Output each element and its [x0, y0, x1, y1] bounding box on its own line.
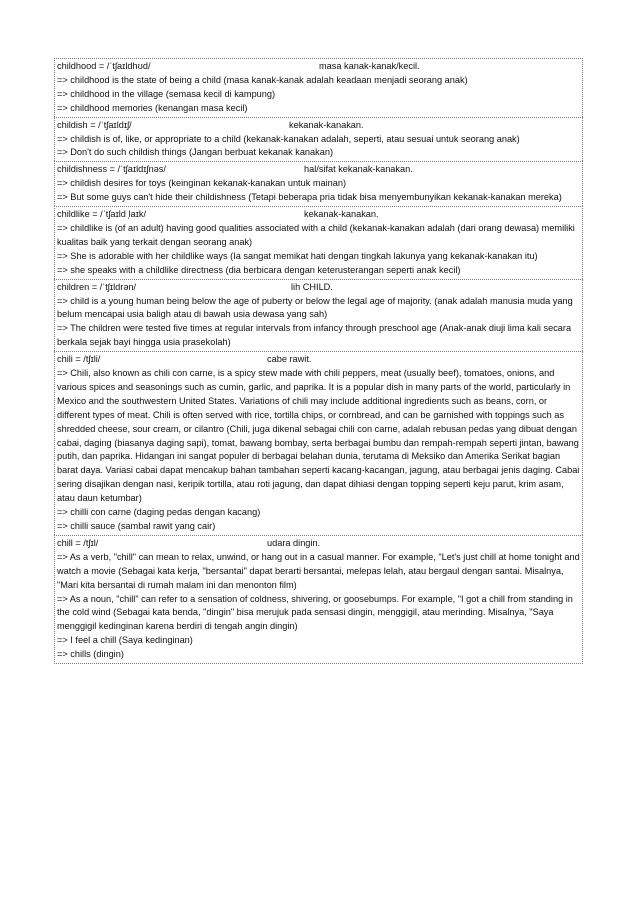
entry-children: [54, 279, 583, 352]
entry-line: => I feel a chill (Saya kedinginan): [57, 635, 193, 646]
entry-meaning: cabe rawit.: [267, 354, 312, 365]
entry-head: [57, 163, 580, 177]
entry-line: => As a noun, "chill" can refer to a sensation of coldness, shivering, or goosebumps. For example, "I got a chill from standing in the cold wind (Sebagai kata benda, "dingin" bisa merujuk pada sensasi dingin, menggigil, atau merinding. Misalnya, "Saya menggigil kedinginan karena berdiri di tengah angin dingin): [57, 593, 573, 632]
entry-term: childishness = /ˈtʃaɪldɪʃnəs/: [57, 164, 166, 175]
entry-line: => chilli sauce (sambal rawit yang cair): [57, 521, 216, 531]
entry-line: => childhood in the village (semasa kecil di kampung): [57, 88, 276, 99]
entry-line: => childish is of, like, or appropriate to a child (kekanak-kanakan adalah, seperti, atau sesuai untuk seorang anak): [57, 133, 520, 144]
entry-meaning: kekanak-kanakan.: [304, 209, 379, 220]
entry-line: => She is adorable with her childlike ways (Ia sangat memikat hati dengan tingkah lakunya yang kekanak-kanakan itu): [57, 250, 538, 261]
entry-head: [57, 60, 580, 74]
entry-meaning: udara dingin.: [267, 537, 321, 548]
entry-term: chili = /tʃɪli/: [57, 354, 101, 365]
entry-line: => But some guys can't hide their childishness (Tetapi beberapa pria tidak bisa menyembunyikan kekanak-kanakan mereka): [57, 192, 562, 203]
entry-term: chill = /tʃɪl/: [57, 537, 99, 548]
entry-term: childhood = /ˈtʃaɪldhʊd/: [57, 61, 151, 71]
entry-line: => chilli con carne (daging pedas dengan kacang): [57, 507, 261, 518]
entry-term: childish = /ˈtʃaɪldɪʃ/: [57, 119, 132, 130]
entry-head: [57, 208, 580, 222]
entry-term: childlike = /ˈtʃaɪld ̩laɪk/: [57, 209, 147, 220]
entry-childhood: [54, 58, 583, 117]
entry-meaning: kekanak-kanakan.: [289, 119, 364, 130]
entry-line: => The children were tested five times at regular intervals from infancy through preschool age (Anak-anak diuji lima kali secara berkala sejak bayi hingga usia prasekolah): [57, 323, 572, 348]
entry-line: => childlike is (of an adult) having good qualities associated with a child (kekanak-kanakan adalah (dari orang dewasa) memiliki kualitas baik yang terkait dengan seorang anak): [57, 222, 575, 247]
entry-chill: [54, 535, 583, 664]
entry-meaning: lih CHILD.: [291, 281, 333, 292]
entry-head: [57, 281, 580, 295]
entry-line: => As a verb, "chill" can mean to relax, unwind, or hang out in a casual manner. For example, "Let's just chill at home tonight and watch a movie (Sebagai kata kerja, "bersantai" dapat berarti bersantai, melepas lelah, atau bergaul dengan santai. Misalnya, "Mari kita bersantai di rumah malam ini dan menonton film): [57, 551, 580, 590]
entry-head: [57, 119, 580, 133]
entry-meaning: masa kanak-kanak/kecil.: [319, 61, 420, 71]
entry-line: => childish desires for toys (keinginan kekanak-kanakan untuk mainan): [57, 178, 347, 189]
entry-line: => Chili, also known as chili con carne, is a spicy stew made with chili peppers, meat (usually beef), tomatoes, onions, and various spices and seasonings such as cumin, garlic, and paprika. It is a popular dish in many parts of the world, particularly in Mexico and the southwestern United States. Variations of chili may include additional ingredients such as beans, corn, or different types of meat. Chili is often served with rice, tortilla chips, or cornbread, and can be garnished with toppings such as shredded cheese, sour cream, or cilantro (Chili, juga dikenal sebagai chili con carne, adalah rebusan pedas yang dibuat dengan cabai, daging (biasanya daging sapi), tomat, bawang bombay, serta berbagai bumbu dan rempah-rempah seperti jintan, bawang putih, dan paprika. Hidangan ini sangat populer di berbagai belahan dunia, terutama di Meksiko dan Amerika Serikat bagian barat daya. Variasi cabai dapat mencakup bahan tambahan seperti kacang-kacangan, jagung, atau berbagai jenis daging. Cabai sering disajikan dengan nasi, keripik tortilla, atau roti jagung, dan dapat dihiasi dengan topping seperti keju parut, krim asam, atau daun ketumbar): [57, 368, 580, 504]
entry-line: => chills (dingin): [57, 649, 124, 660]
entry-head: [57, 537, 580, 551]
entry-line: => childhood is the state of being a child (masa kanak-kanak adalah keadaan menjadi seorang anak): [57, 74, 468, 85]
entry-childish: [54, 117, 583, 162]
entry-term: children = /ˈtʃɪldrən/: [57, 281, 137, 292]
entry-head: [57, 353, 580, 367]
entry-chili: [54, 351, 583, 535]
dictionary-entries: [54, 58, 583, 664]
entry-childlike: [54, 206, 583, 279]
entry-line: => Don't do such childish things (Jangan berbuat kekanak kanakan): [57, 147, 334, 158]
entry-childishness: [54, 161, 583, 206]
entry-line: => she speaks with a childlike directness (dia berbicara dengan keterusterangan seperti anak kecil): [57, 264, 461, 275]
entry-line: => child is a young human being below the age of puberty or below the legal age of majority. (anak adalah manusia muda yang belum mencapai usia baligh atau di bawah usia dewasa yang sah): [57, 295, 573, 320]
entry-meaning: hal/sifat kekanak-kanakan.: [304, 164, 413, 175]
entry-line: => childhood memories (kenangan masa kecil): [57, 102, 248, 113]
